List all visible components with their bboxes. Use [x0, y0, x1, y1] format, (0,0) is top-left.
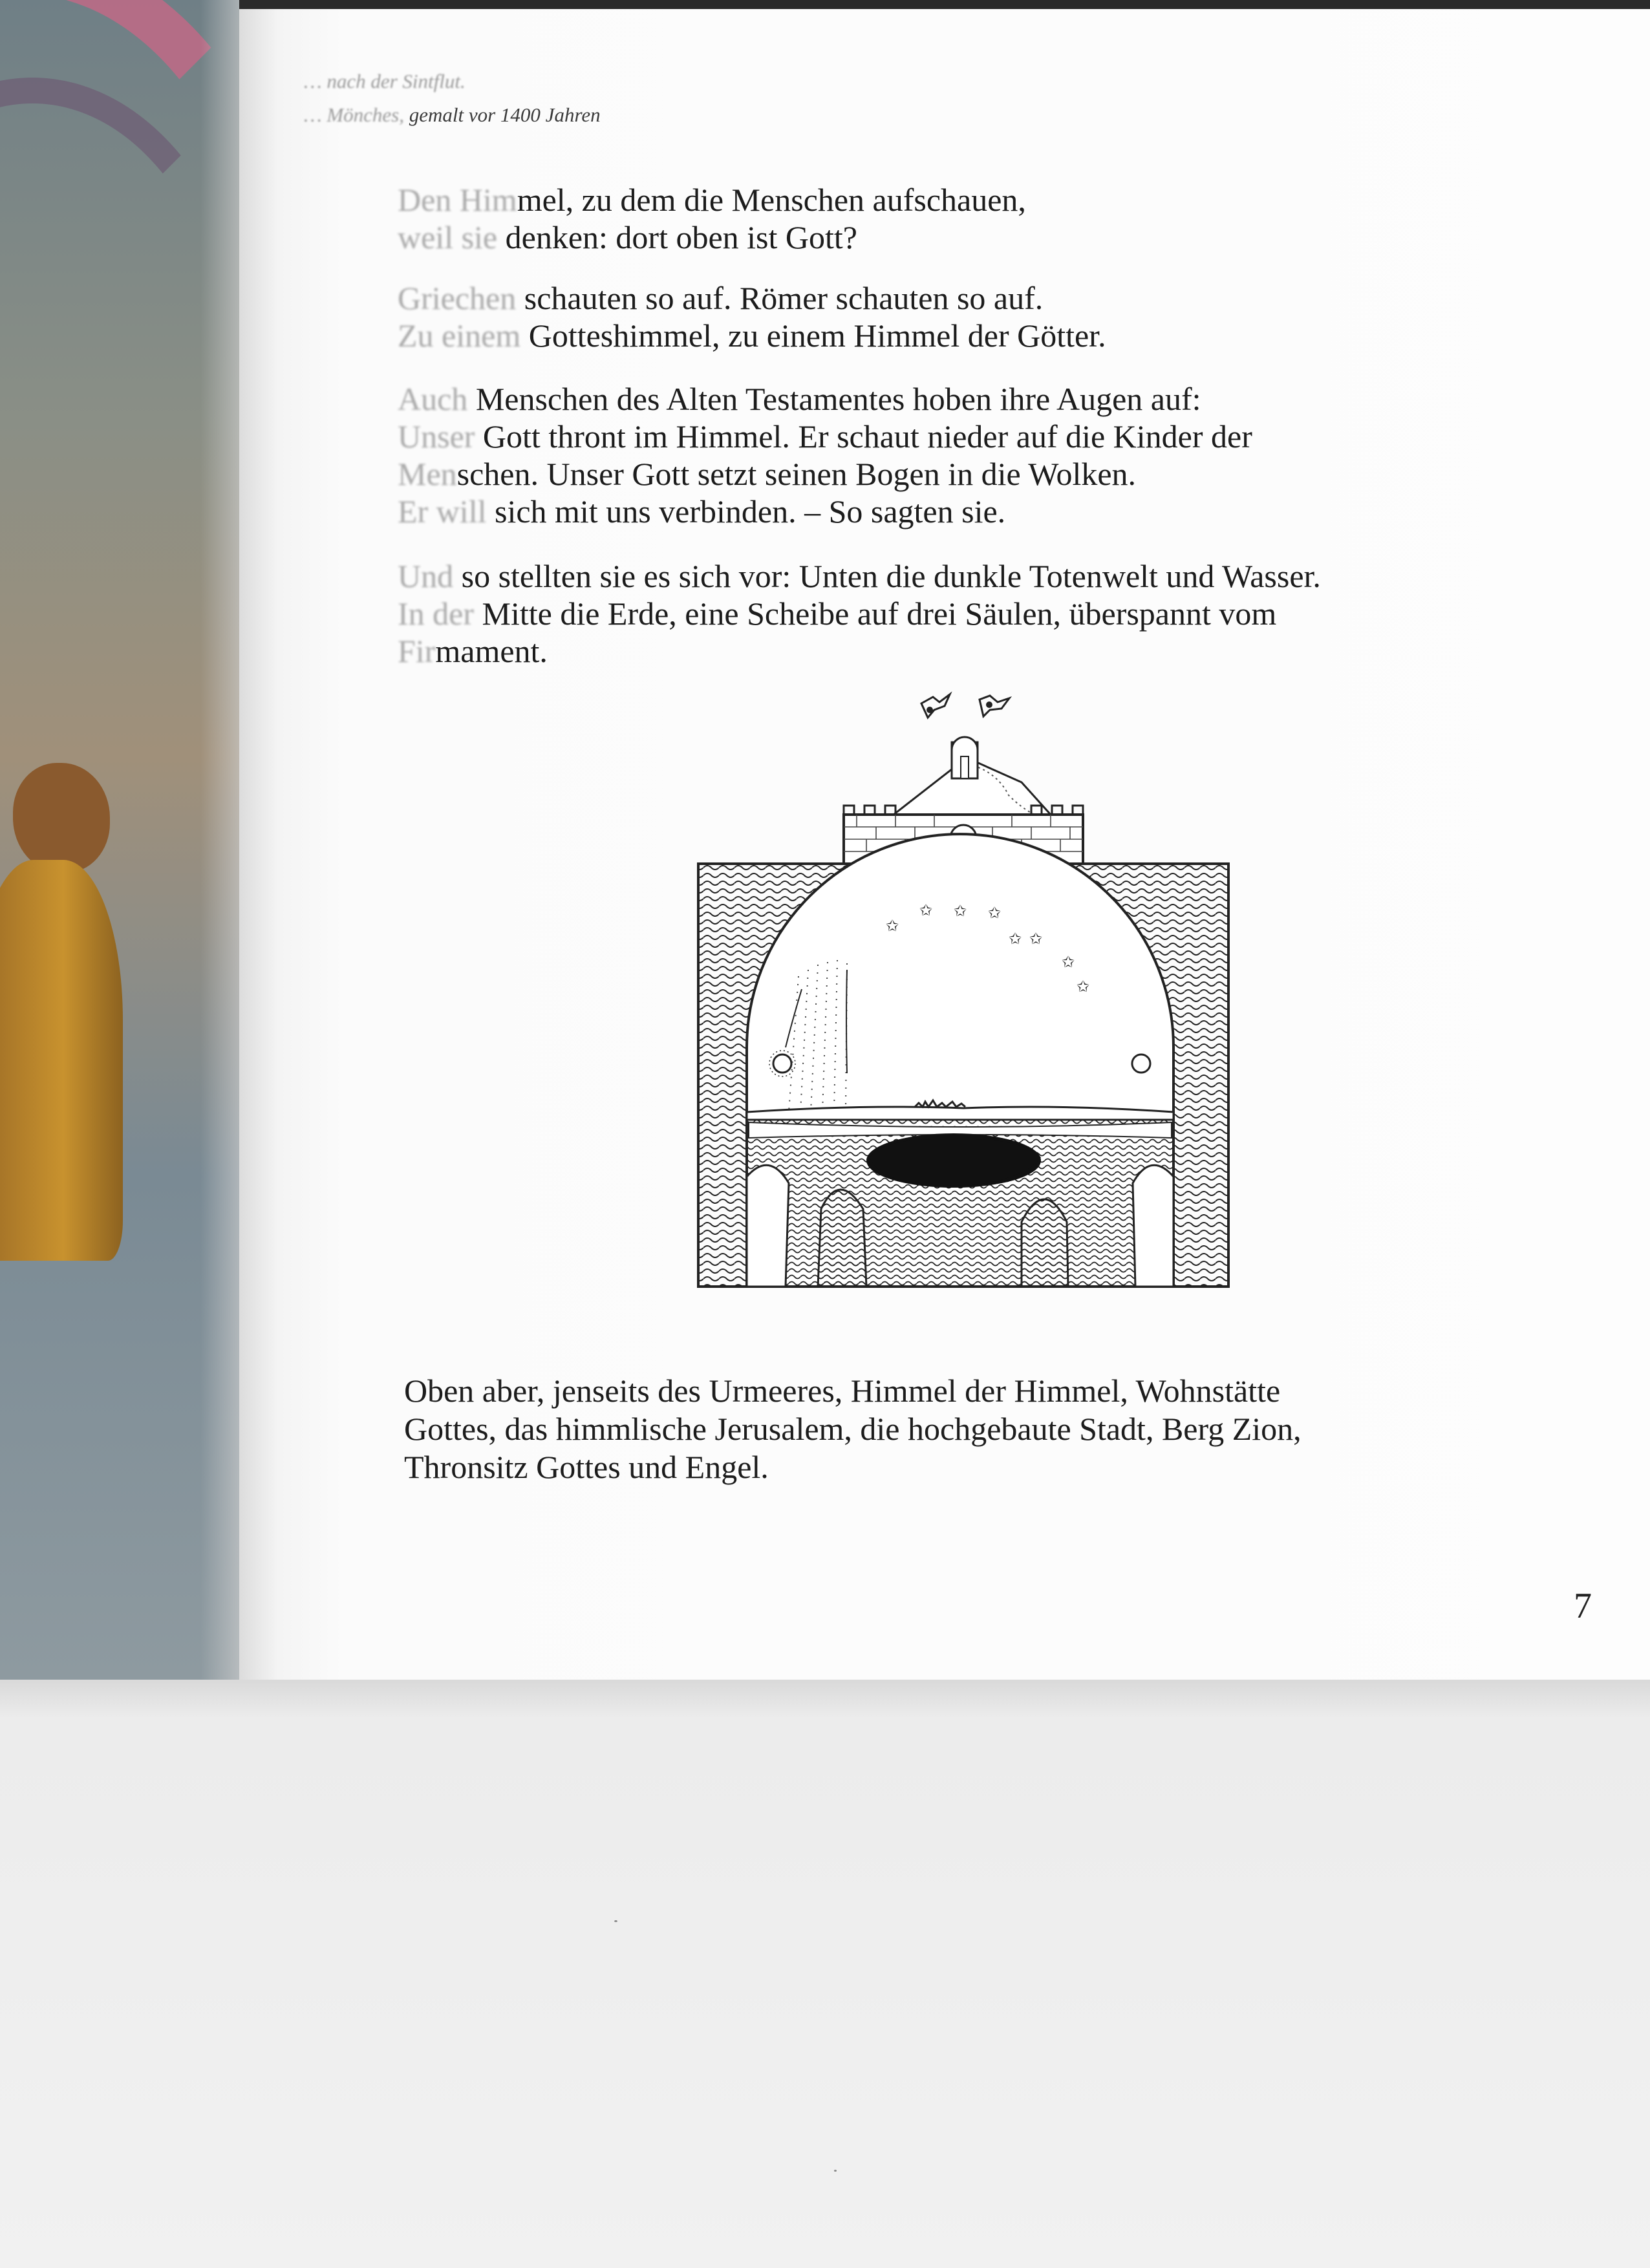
text-line: Auch Menschen des Alten Testamentes hoben ihre Augen auf:: [398, 381, 1201, 417]
fresco-figure-robe: [0, 860, 123, 1261]
caption-line-2: … Mönches, gemalt vor 1400 Jahren: [304, 103, 601, 126]
page-number: 7: [1574, 1586, 1592, 1626]
text-line: weil sie denken: dort oben ist Gott?: [398, 219, 857, 255]
text-line: Firmament.: [398, 633, 548, 669]
text-line: Griechen schauten so auf. Römer schauten so auf.: [398, 280, 1044, 316]
closing-paragraph: [404, 1372, 1542, 1486]
text-line: Thronsitz Gottes und Engel.: [404, 1449, 769, 1485]
temple-icon: [952, 737, 978, 778]
paragraph-2: [398, 279, 1536, 354]
paragraph-1: [398, 181, 1536, 256]
star-icon: ✩: [1062, 953, 1075, 971]
text-line: Gottes, das himmlische Jerusalem, die hochgebaute Stadt, Berg Zion,: [404, 1411, 1302, 1447]
star-icon: ✩: [886, 917, 899, 935]
text-line: Und so stellten sie es sich vor: Unten die dunkle Totenwelt und Wasser.: [398, 558, 1321, 594]
star-icon: ✩: [1029, 930, 1043, 948]
text-line: In der Mitte die Erde, eine Scheibe auf drei Säulen, überspannt vom: [398, 595, 1277, 632]
dust-speck: [834, 2170, 837, 2172]
star-icon: ✩: [954, 902, 967, 920]
text-line: Oben aber, jenseits des Urmeeres, Himmel der Himmel, Wohnstätte: [404, 1373, 1281, 1409]
star-icon: ✩: [988, 904, 1002, 922]
fresco-photo-left-page: [0, 0, 239, 1680]
paragraph-4: [398, 557, 1536, 670]
pillar-left: [747, 1165, 789, 1287]
star-icon: ✩: [1077, 978, 1090, 996]
scanner-background: [0, 1680, 1650, 2268]
pillar-right: [1133, 1165, 1173, 1287]
pillar-center-left: [818, 1190, 866, 1287]
angel-icon: [921, 694, 950, 718]
dust-speck: [614, 1920, 617, 1922]
fresco-figure-head: [13, 763, 110, 873]
angel-icon: [980, 696, 1009, 716]
pillar-center-right: [1022, 1199, 1068, 1287]
earth-disc: [747, 1107, 1173, 1120]
text-line: Er will sich mit uns verbinden. – So sagten sie.: [398, 493, 1006, 530]
cosmology-illustration: [672, 685, 1254, 1319]
scan-top-edge: [0, 0, 1650, 9]
text-line: Zu einem Gotteshimmel, zu einem Himmel der Götter.: [398, 317, 1106, 354]
paragraph-3: [398, 380, 1536, 530]
text-line: Menschen. Unser Gott setzt seinen Bogen in die Wolken.: [398, 456, 1137, 492]
caption-line-1: … nach der Sintflut.: [304, 70, 466, 92]
text-line: Den Himmel, zu dem die Menschen aufschauen,: [398, 182, 1026, 218]
star-icon: ✩: [919, 901, 933, 919]
page-gutter-shadow: [200, 0, 239, 1680]
star-icon: ✩: [1009, 930, 1022, 948]
text-line: Unser Gott thront im Himmel. Er schaut nieder auf die Kinder der: [398, 418, 1252, 455]
